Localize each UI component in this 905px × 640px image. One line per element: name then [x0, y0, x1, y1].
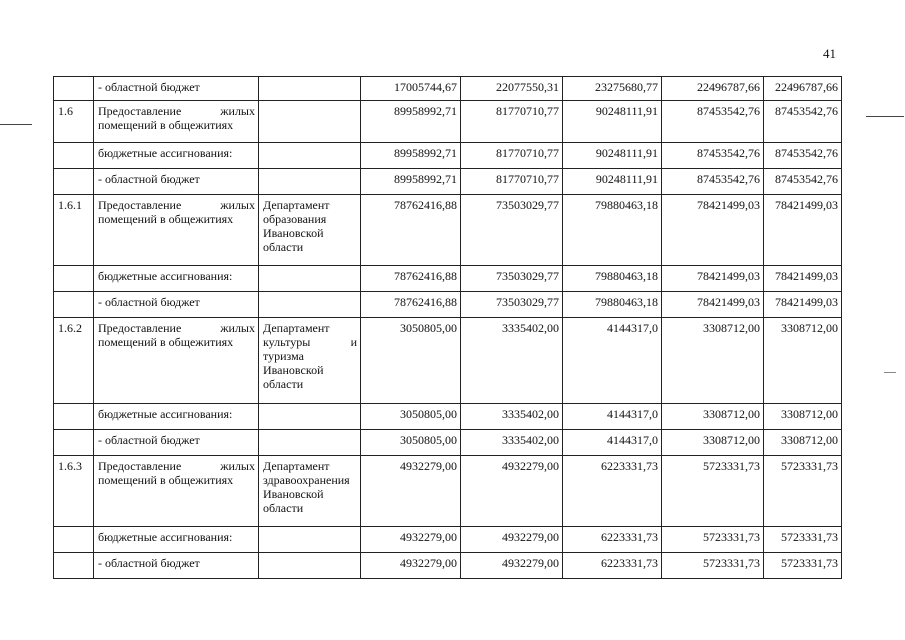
- table-row: [54, 101, 842, 143]
- value-cell: 78762416,88: [361, 266, 461, 292]
- value-cell: 79880463,18: [563, 292, 662, 318]
- value-cell: 3335402,00: [461, 318, 563, 404]
- value-cell: 78421499,03: [764, 266, 842, 292]
- table-row: [54, 169, 842, 195]
- value-cell: 3308712,00: [662, 318, 764, 404]
- value-cell: 78421499,03: [764, 292, 842, 318]
- row-name: бюджетные ассигнования:: [94, 143, 259, 169]
- margin-mark-right-small: [884, 372, 896, 373]
- margin-mark-right: [866, 116, 904, 117]
- table-row: [54, 143, 842, 169]
- row-executor: [259, 266, 361, 292]
- value-cell: 89958992,71: [361, 169, 461, 195]
- page-number: 41: [823, 46, 836, 61]
- value-cell: 90248111,91: [563, 169, 662, 195]
- row-code: [54, 430, 94, 456]
- row-executor: Департамент образования Ивановской области: [259, 195, 361, 266]
- value-cell: 3050805,00: [361, 318, 461, 404]
- row-name: - областной бюджет: [94, 77, 259, 101]
- value-cell: 4932279,00: [461, 527, 563, 553]
- value-cell: 5723331,73: [662, 456, 764, 527]
- table-row: [54, 404, 842, 430]
- row-name: Предоставление жилых помещений в общежитиях: [94, 318, 259, 404]
- value-cell: 78421499,03: [764, 195, 842, 266]
- row-executor: [259, 404, 361, 430]
- value-cell: 87453542,76: [764, 143, 842, 169]
- row-code: [54, 169, 94, 195]
- value-cell: 79880463,18: [563, 266, 662, 292]
- row-name: бюджетные ассигнования:: [94, 527, 259, 553]
- value-cell: 87453542,76: [764, 169, 842, 195]
- value-cell: 4144317,0: [563, 318, 662, 404]
- row-executor: Департамент здравоохранения Ивановской области: [259, 456, 361, 527]
- value-cell: 3308712,00: [764, 404, 842, 430]
- value-cell: 3335402,00: [461, 430, 563, 456]
- value-cell: 78421499,03: [662, 195, 764, 266]
- value-cell: 3308712,00: [764, 430, 842, 456]
- row-code: [54, 143, 94, 169]
- row-executor: Департамент культуры и туризма Ивановской области: [259, 318, 361, 404]
- value-cell: 87453542,76: [662, 143, 764, 169]
- row-code: 1.6: [54, 101, 94, 143]
- row-code: [54, 77, 94, 101]
- table-row: [54, 77, 842, 101]
- value-cell: 22496787,66: [662, 77, 764, 101]
- row-executor: [259, 143, 361, 169]
- value-cell: 4144317,0: [563, 430, 662, 456]
- value-cell: 3308712,00: [662, 404, 764, 430]
- value-cell: 73503029,77: [461, 266, 563, 292]
- value-cell: 81770710,77: [461, 169, 563, 195]
- value-cell: 5723331,73: [764, 456, 842, 527]
- table-row: [54, 456, 842, 527]
- row-name: Предоставление жилых помещений в общежитиях: [94, 195, 259, 266]
- value-cell: 87453542,76: [662, 101, 764, 143]
- table-row: [54, 430, 842, 456]
- row-code: [54, 292, 94, 318]
- value-cell: 89958992,71: [361, 143, 461, 169]
- value-cell: 81770710,77: [461, 101, 563, 143]
- value-cell: 22077550,31: [461, 77, 563, 101]
- value-cell: 5723331,73: [662, 553, 764, 579]
- value-cell: 4932279,00: [461, 456, 563, 527]
- row-executor: [259, 101, 361, 143]
- margin-mark-left: [0, 124, 32, 125]
- row-executor: [259, 292, 361, 318]
- row-executor: [259, 430, 361, 456]
- value-cell: 79880463,18: [563, 195, 662, 266]
- row-name: бюджетные ассигнования:: [94, 266, 259, 292]
- budget-table: [53, 76, 842, 579]
- value-cell: 78421499,03: [662, 292, 764, 318]
- value-cell: 87453542,76: [764, 101, 842, 143]
- row-code: [54, 553, 94, 579]
- value-cell: 23275680,77: [563, 77, 662, 101]
- value-cell: 78762416,88: [361, 292, 461, 318]
- value-cell: 5723331,73: [662, 527, 764, 553]
- row-name: - областной бюджет: [94, 553, 259, 579]
- value-cell: 22496787,66: [764, 77, 842, 101]
- row-executor: [259, 169, 361, 195]
- row-code: [54, 527, 94, 553]
- row-name: - областной бюджет: [94, 169, 259, 195]
- row-name: - областной бюджет: [94, 430, 259, 456]
- table-row: [54, 318, 842, 404]
- value-cell: 6223331,73: [563, 527, 662, 553]
- value-cell: 73503029,77: [461, 292, 563, 318]
- value-cell: 4144317,0: [563, 404, 662, 430]
- row-name: Предоставление жилых помещений в общежитиях: [94, 101, 259, 143]
- table-row: [54, 292, 842, 318]
- row-executor: [259, 527, 361, 553]
- value-cell: 4932279,00: [361, 553, 461, 579]
- value-cell: 87453542,76: [662, 169, 764, 195]
- row-code: [54, 404, 94, 430]
- value-cell: 78421499,03: [662, 266, 764, 292]
- value-cell: 4932279,00: [361, 456, 461, 527]
- row-name: бюджетные ассигнования:: [94, 404, 259, 430]
- value-cell: 90248111,91: [563, 101, 662, 143]
- value-cell: 4932279,00: [461, 553, 563, 579]
- value-cell: 5723331,73: [764, 553, 842, 579]
- table-row: [54, 553, 842, 579]
- value-cell: 4932279,00: [361, 527, 461, 553]
- value-cell: 5723331,73: [764, 527, 842, 553]
- value-cell: 3050805,00: [361, 430, 461, 456]
- row-code: 1.6.2: [54, 318, 94, 404]
- row-executor: [259, 553, 361, 579]
- value-cell: 6223331,73: [563, 553, 662, 579]
- row-code: [54, 266, 94, 292]
- row-code: 1.6.1: [54, 195, 94, 266]
- value-cell: 6223331,73: [563, 456, 662, 527]
- value-cell: 3308712,00: [662, 430, 764, 456]
- value-cell: 73503029,77: [461, 195, 563, 266]
- row-name: - областной бюджет: [94, 292, 259, 318]
- row-name: Предоставление жилых помещений в общежитиях: [94, 456, 259, 527]
- value-cell: 89958992,71: [361, 101, 461, 143]
- value-cell: 3335402,00: [461, 404, 563, 430]
- table-row: [54, 195, 842, 266]
- table-row: [54, 527, 842, 553]
- value-cell: 81770710,77: [461, 143, 563, 169]
- value-cell: 78762416,88: [361, 195, 461, 266]
- row-code: 1.6.3: [54, 456, 94, 527]
- value-cell: 3308712,00: [764, 318, 842, 404]
- value-cell: 3050805,00: [361, 404, 461, 430]
- table-row: [54, 266, 842, 292]
- value-cell: 17005744,67: [361, 77, 461, 101]
- value-cell: 90248111,91: [563, 143, 662, 169]
- row-executor: [259, 77, 361, 101]
